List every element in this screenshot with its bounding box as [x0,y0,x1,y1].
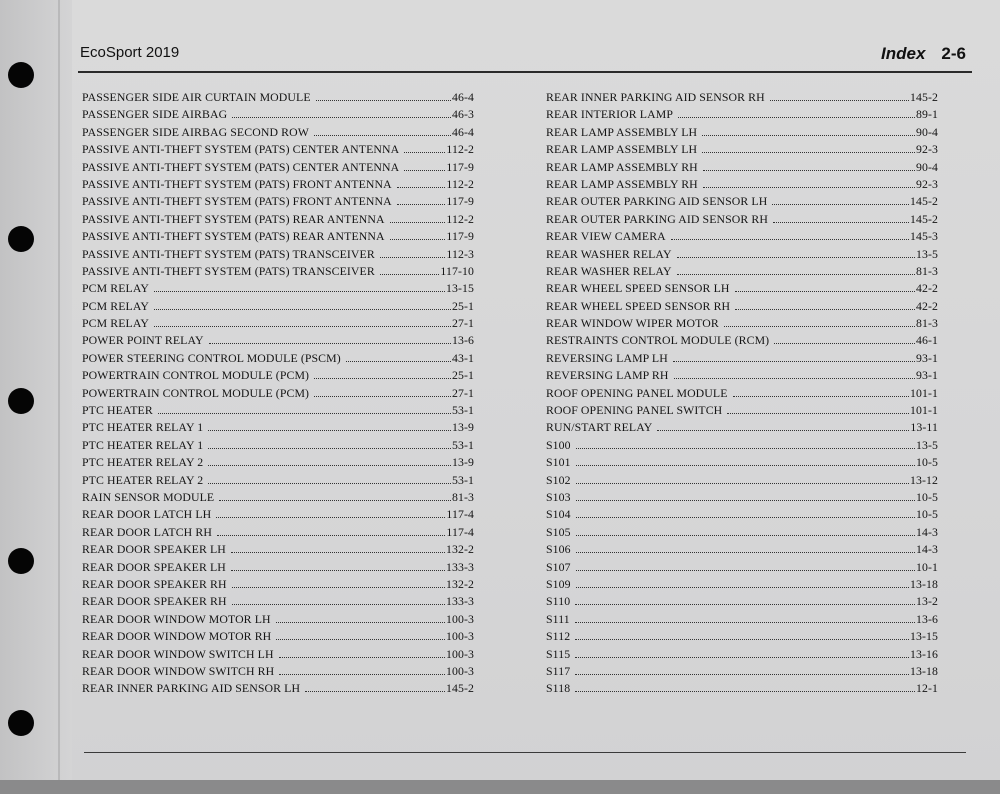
entry-name: PCM RELAY [82,316,150,331]
entry-name: REAR DOOR WINDOW MOTOR LH [82,611,271,626]
entry-name: REAR WINDOW WIPER MOTOR [546,316,719,331]
entry-page-ref: 132-2 [445,542,474,557]
dot-leader [576,507,915,518]
entry-name: REAR WHEEL SPEED SENSOR LH [546,281,730,296]
entry-page-ref: 92-3 [915,176,938,191]
entry-name: PASSIVE ANTI-THEFT SYSTEM (PATS) CENTER ANTENNA [82,159,400,174]
entry-name: S102 [546,472,571,487]
entry-page-ref: 100-3 [445,611,474,626]
entry-name: S109 [546,576,571,591]
dot-leader [158,403,451,414]
entry-name: PASSENGER SIDE AIRBAG [82,107,228,122]
entry-page-ref: 93-1 [915,350,938,365]
entry-page-ref: 117-4 [446,524,474,539]
dot-leader [575,594,915,605]
entry-page-ref: 10-1 [915,559,938,574]
dot-leader [575,681,915,692]
index-entry [82,489,474,506]
entry-name: POWERTRAIN CONTROL MODULE (PCM) [82,368,310,383]
entry-page-ref: 13-2 [915,594,938,609]
index-entry [82,472,474,489]
dot-leader [276,629,445,640]
dot-leader [232,577,445,588]
index-entry [546,437,938,454]
dot-leader [773,212,909,223]
dot-leader [217,525,445,536]
index-entry [546,472,938,489]
entry-page-ref: 100-3 [445,646,474,661]
entry-page-ref: 13-15 [909,629,938,644]
dot-leader [219,490,451,501]
entry-page-ref: 117-4 [446,507,474,522]
entry-name: REAR DOOR SPEAKER LH [82,559,226,574]
entry-name: REAR DOOR LATCH LH [82,507,212,522]
entry-page-ref: 145-2 [909,90,938,104]
entry-name: REVERSING LAMP RH [546,368,669,383]
dot-leader [702,142,915,153]
entry-page-ref: 42-2 [915,281,938,296]
dot-leader [576,473,909,484]
entry-name: REAR LAMP ASSEMBLY LH [546,142,698,157]
index-entry [82,663,474,680]
entry-name: PASSENGER SIDE AIR CURTAIN MODULE [82,90,311,104]
page-number: 2-6 [941,44,966,63]
entry-name: S112 [546,629,571,644]
index-entry [82,506,474,523]
index-entry [546,402,938,419]
index-entry [82,89,474,106]
index-entry [82,454,474,471]
index-entry [546,124,938,141]
entry-name: REAR INNER PARKING AID SENSOR LH [82,681,301,696]
index-entry [546,611,938,628]
index-entry [82,124,474,141]
entry-name: S103 [546,489,571,504]
entry-name: RAIN SENSOR MODULE [82,489,215,504]
index-entry [546,646,938,663]
dot-leader [735,281,915,292]
dot-leader [673,351,915,362]
dot-leader [390,212,446,223]
dot-leader [216,507,445,518]
index-entry [82,646,474,663]
entry-page-ref: 101-1 [909,403,938,418]
index-entry [546,332,938,349]
dot-leader [575,612,915,623]
entry-name: S107 [546,559,571,574]
dot-leader [677,264,915,275]
index-entry [546,211,938,228]
index-entry [82,680,474,697]
dot-leader [576,455,915,466]
entry-name: S105 [546,524,571,539]
entry-name: REAR LAMP ASSEMBLY RH [546,176,698,191]
entry-name: PASSIVE ANTI-THEFT SYSTEM (PATS) CENTER ANTENNA [82,142,400,157]
index-entry [546,193,938,210]
dot-leader [724,316,915,327]
entry-name: PTC HEATER RELAY 2 [82,472,204,487]
entry-page-ref: 27-1 [451,385,474,400]
index-entry [546,559,938,576]
index-entry [82,106,474,123]
entry-name: POWERTRAIN CONTROL MODULE (PCM) [82,385,310,400]
entry-page-ref: 145-3 [909,229,938,244]
header-right [881,44,966,64]
entry-page-ref: 145-2 [909,194,938,209]
index-entry [546,419,938,436]
entry-page-ref: 13-15 [445,281,474,296]
dot-leader [576,542,915,553]
entry-page-ref: 13-12 [909,472,938,487]
entry-page-ref: 100-3 [445,663,474,678]
entry-page-ref: 13-16 [909,646,938,661]
dot-leader [305,681,445,692]
entry-page-ref: 13-9 [451,455,474,470]
dot-leader [208,473,451,484]
dot-leader [575,629,909,640]
entry-name: PTC HEATER RELAY 1 [82,437,204,452]
dot-leader [397,194,446,205]
entry-page-ref: 53-1 [451,437,474,452]
entry-page-ref: 133-3 [445,594,474,609]
entry-page-ref: 133-3 [445,559,474,574]
dot-leader [314,125,451,136]
entry-name: REAR VIEW CAMERA [546,229,666,244]
dot-leader [208,420,451,431]
document-title: EcoSport 2019 [80,44,180,61]
entry-page-ref: 53-1 [451,403,474,418]
entry-page-ref: 81-3 [451,489,474,504]
page-shadow [0,780,1000,794]
entry-name: REAR DOOR SPEAKER LH [82,542,226,557]
index-entry [82,385,474,402]
index-entry [546,315,938,332]
entry-name: S111 [546,611,570,626]
dot-leader [154,316,451,327]
entry-page-ref: 10-5 [915,507,938,522]
entry-page-ref: 89-1 [915,107,938,122]
index-entry [546,541,938,558]
entry-name: REAR WHEEL SPEED SENSOR RH [546,298,731,313]
entry-page-ref: 132-2 [445,576,474,591]
index-entry [546,176,938,193]
index-entry [82,541,474,558]
entry-name: POWER POINT RELAY [82,333,204,348]
header-rule [78,71,972,73]
dot-leader [314,386,451,397]
index-entry [546,350,938,367]
dot-leader [380,247,446,258]
index-entry [546,298,938,315]
index-entry [82,211,474,228]
index-entry [546,663,938,680]
entry-page-ref: 27-1 [451,316,474,331]
entry-name: REAR DOOR SPEAKER RH [82,594,227,609]
entry-name: REAR LAMP ASSEMBLY LH [546,124,698,139]
index-entry [546,106,938,123]
entry-name: REAR DOOR WINDOW SWITCH RH [82,663,275,678]
entry-page-ref: 101-1 [909,385,938,400]
entry-name: PCM RELAY [82,281,150,296]
entry-page-ref: 13-6 [451,333,474,348]
entry-name: S110 [546,594,571,609]
dot-leader [279,664,445,675]
index-entry [82,437,474,454]
entry-name: PASSIVE ANTI-THEFT SYSTEM (PATS) FRONT ANTENNA [82,194,392,209]
entry-name: PTC HEATER RELAY 1 [82,420,204,435]
dot-leader [575,664,909,675]
dot-leader [276,612,445,623]
footer-rule [84,752,966,753]
entry-name: REAR OUTER PARKING AID SENSOR LH [546,194,768,209]
entry-page-ref: 81-3 [915,263,938,278]
entry-name: S115 [546,646,571,661]
entry-name: REAR OUTER PARKING AID SENSOR RH [546,211,769,226]
index-entry [82,193,474,210]
section-title: Index [881,44,926,63]
dot-leader [576,525,915,536]
entry-name: REAR INNER PARKING AID SENSOR RH [546,90,765,104]
dot-leader [770,90,909,101]
fold-edge [58,0,60,794]
dot-leader [279,647,445,658]
entry-name: PASSIVE ANTI-THEFT SYSTEM (PATS) REAR ANTENNA [82,211,385,226]
entry-name: REAR WASHER RELAY [546,246,672,261]
dot-leader [575,647,909,658]
dot-leader [397,177,446,188]
index-entry [82,159,474,176]
entry-name: REAR WASHER RELAY [546,263,672,278]
index-entry [82,576,474,593]
dot-leader [314,368,451,379]
entry-page-ref: 145-2 [445,681,474,696]
index-entry [546,454,938,471]
entry-page-ref: 43-1 [451,350,474,365]
entry-page-ref: 112-2 [446,176,474,191]
dot-leader [671,229,909,240]
index-column-left [82,89,474,698]
entry-name: PASSIVE ANTI-THEFT SYSTEM (PATS) TRANSCEIVER [82,263,375,278]
index-entry [546,524,938,541]
entry-name: REAR INTERIOR LAMP [546,107,673,122]
dot-leader [232,594,445,605]
entry-page-ref: 90-4 [915,124,938,139]
dot-leader [727,403,909,414]
index-entry [82,315,474,332]
entry-name: RESTRAINTS CONTROL MODULE (RCM) [546,333,770,348]
entry-name: S104 [546,507,571,522]
entry-name: S118 [546,681,571,696]
index-entry [546,141,938,158]
dot-leader [576,490,915,501]
binder-hole [8,388,34,414]
entry-name: PASSIVE ANTI-THEFT SYSTEM (PATS) TRANSCEIVER [82,246,375,261]
entry-name: PCM RELAY [82,298,150,313]
dot-leader [316,90,451,101]
dot-leader [703,160,915,171]
entry-name: ROOF OPENING PANEL MODULE [546,385,728,400]
dot-leader [735,299,915,310]
index-entry [82,280,474,297]
dot-leader [674,368,915,379]
entry-page-ref: 13-5 [915,437,938,452]
entry-name: PTC HEATER RELAY 2 [82,455,204,470]
entry-page-ref: 46-1 [915,333,938,348]
entry-page-ref: 13-5 [915,246,938,261]
index-entry [546,680,938,697]
dot-leader [380,264,440,275]
entry-name: REAR DOOR WINDOW SWITCH LH [82,646,274,661]
entry-page-ref: 46-4 [451,90,474,104]
index-entry [82,141,474,158]
binder-hole [8,226,34,252]
entry-page-ref: 81-3 [915,316,938,331]
index-entry [546,280,938,297]
dot-leader [208,455,451,466]
index-entry [82,524,474,541]
binder-hole [8,710,34,736]
entry-page-ref: 14-3 [915,524,938,539]
index-entry [546,489,938,506]
dot-leader [346,351,451,362]
dot-leader [404,142,445,153]
entry-name: RUN/START RELAY [546,420,653,435]
index-entry [546,576,938,593]
entry-name: S101 [546,455,571,470]
index-entry [546,246,938,263]
index-entry [82,176,474,193]
index-entry [82,298,474,315]
index-entry [82,593,474,610]
dot-leader [231,542,445,553]
entry-page-ref: 117-9 [446,229,474,244]
entry-name: REAR DOOR SPEAKER RH [82,576,227,591]
entry-page-ref: 10-5 [915,455,938,470]
entry-name: REAR LAMP ASSEMBLY RH [546,159,698,174]
dot-leader [390,229,446,240]
binder-hole [8,548,34,574]
dot-leader [657,420,909,431]
dot-leader [576,577,909,588]
entry-page-ref: 92-3 [915,142,938,157]
dot-leader [404,160,445,171]
index-entry [82,228,474,245]
index-entry [546,593,938,610]
entry-name: PASSENGER SIDE AIRBAG SECOND ROW [82,124,309,139]
entry-page-ref: 145-2 [909,211,938,226]
dot-leader [209,333,451,344]
index-entry [546,506,938,523]
entry-page-ref: 90-4 [915,159,938,174]
index-entry [82,263,474,280]
dot-leader [231,560,445,571]
entry-page-ref: 13-18 [909,576,938,591]
index-entry [82,559,474,576]
entry-name: PASSIVE ANTI-THEFT SYSTEM (PATS) REAR ANTENNA [82,229,385,244]
dot-leader [702,125,915,136]
index-entry [82,611,474,628]
index-entry [546,628,938,645]
dot-leader [232,107,451,118]
entry-name: PASSIVE ANTI-THEFT SYSTEM (PATS) FRONT ANTENNA [82,176,392,191]
entry-page-ref: 13-18 [909,663,938,678]
entry-page-ref: 46-3 [451,107,474,122]
index-entry [82,419,474,436]
entry-name: REAR DOOR WINDOW MOTOR RH [82,629,272,644]
index-entry [82,332,474,349]
dot-leader [733,386,909,397]
entry-page-ref: 25-1 [451,368,474,383]
dot-leader [154,299,451,310]
dot-leader [208,438,451,449]
entry-page-ref: 25-1 [451,298,474,313]
entry-name: REVERSING LAMP LH [546,350,668,365]
entry-page-ref: 112-2 [446,211,474,226]
index-entry [546,263,938,280]
entry-name: S106 [546,542,571,557]
index-entry [546,367,938,384]
dot-leader [678,107,915,118]
index-entry [546,385,938,402]
entry-page-ref: 12-1 [915,681,938,696]
dot-leader [772,194,909,205]
entry-page-ref: 117-9 [446,194,474,209]
entry-page-ref: 117-10 [440,263,474,278]
entry-page-ref: 93-1 [915,368,938,383]
entry-page-ref: 13-9 [451,420,474,435]
index-entry [82,246,474,263]
index-entry [82,628,474,645]
index-entry [546,228,938,245]
entry-name: PTC HEATER [82,403,153,418]
entry-page-ref: 112-2 [446,142,474,157]
index-column-right [546,89,938,698]
index-entry [82,350,474,367]
entry-page-ref: 13-11 [910,420,938,435]
entry-page-ref: 42-2 [915,298,938,313]
dot-leader [774,333,915,344]
dot-leader [576,560,915,571]
binder-hole [8,62,34,88]
entry-name: POWER STEERING CONTROL MODULE (PSCM) [82,350,341,365]
entry-page-ref: 14-3 [915,542,938,557]
dot-leader [703,177,915,188]
dot-leader [677,247,915,258]
entry-page-ref: 117-9 [446,159,474,174]
entry-name: S100 [546,437,571,452]
index-entry [546,159,938,176]
entry-name: ROOF OPENING PANEL SWITCH [546,403,723,418]
index-entry [82,367,474,384]
entry-page-ref: 13-6 [915,611,938,626]
entry-name: REAR DOOR LATCH RH [82,524,212,539]
dot-leader [154,281,445,292]
index-entry [546,89,938,106]
entry-page-ref: 46-4 [451,124,474,139]
entry-page-ref: 53-1 [451,472,474,487]
entry-page-ref: 100-3 [445,629,474,644]
dot-leader [576,438,915,449]
entry-page-ref: 10-5 [915,489,938,504]
entry-name: S117 [546,663,571,678]
index-entry [82,402,474,419]
entry-page-ref: 112-3 [446,246,474,261]
